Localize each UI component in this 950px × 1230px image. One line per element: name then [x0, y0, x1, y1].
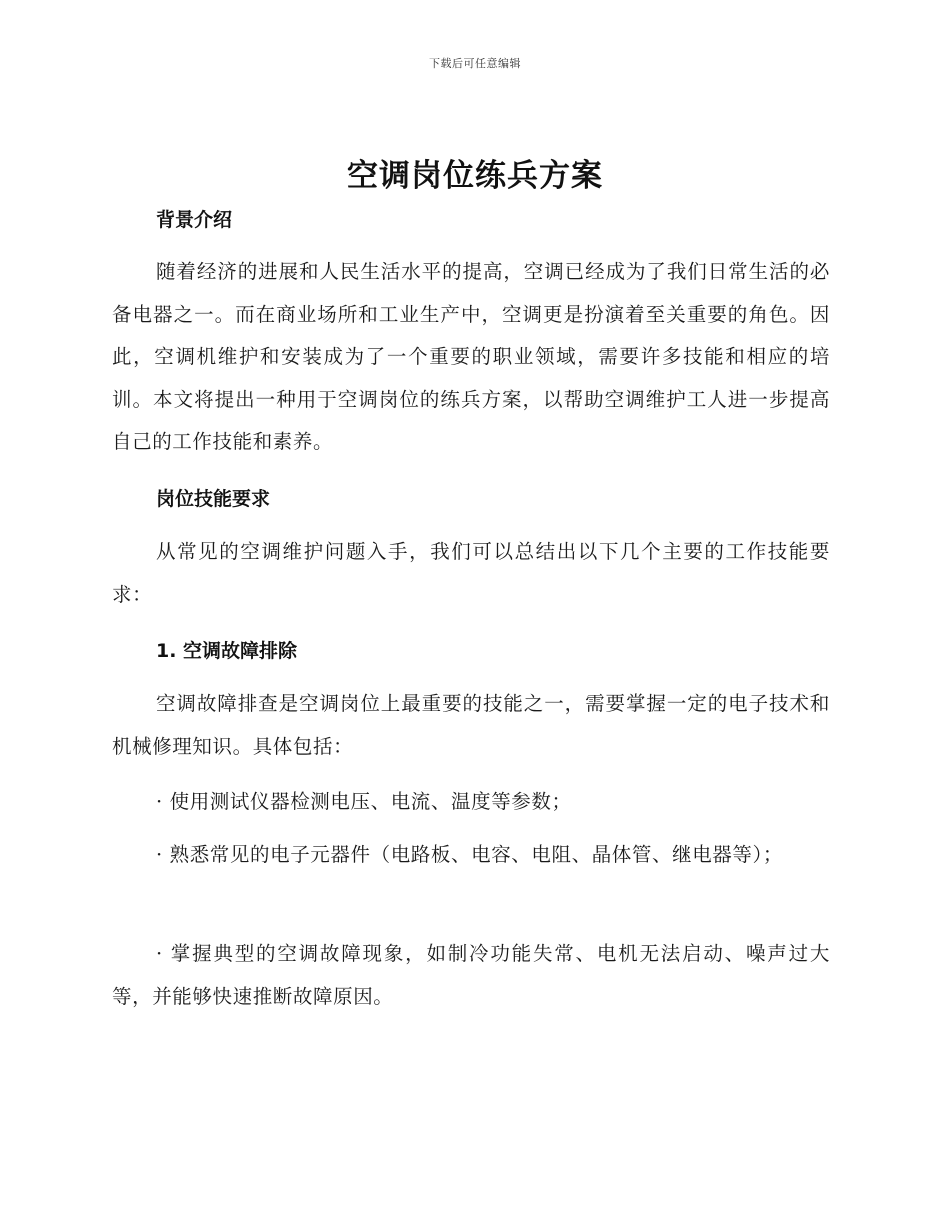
bullet-item: · 掌握典型的空调故障现象，如制冷功能失常、电机无法启动、噪声过大等，并能够快速推断故障原因。 [112, 942, 830, 1008]
troubleshooting-paragraph: 空调故障排查是空调岗位上最重要的技能之一，需要掌握一定的电子技术和机械修理知识。具体包括： [112, 692, 830, 758]
section-heading-background: 背景介绍 [156, 209, 233, 231]
sub1-paragraph-block [112, 683, 830, 768]
subsection-heading-troubleshooting: 1. 空调故障排除 [156, 640, 298, 662]
bullet-item: · 熟悉常见的电子元器件（电路板、电容、电阻、晶体管、继电器等）； [156, 843, 783, 866]
section-heading-skills: 岗位技能要求 [156, 488, 271, 510]
skills-heading-block [112, 487, 830, 511]
skills-paragraph-block [112, 531, 830, 616]
document-title: 空调岗位练兵方案 [347, 158, 603, 194]
skills-paragraph: 从常见的空调维护问题入手，我们可以总结出以下几个主要的工作技能要求： [112, 540, 830, 606]
background-paragraph: 随着经济的进展和人民生活水平的提高，空调已经成为了我们日常生活的必备电器之一。而在商业场所和工业生产中，空调更是扮演着至关重要的角色。因此，空调机维护和安装成为了一个重要的职业领域，需要许多技能和相应的培训。本文将提出一种用于空调岗位的练兵方案，以帮助空调维护工人进一步提高自己的工作技能和素养。 [112, 260, 830, 453]
background-heading-block [112, 208, 830, 232]
background-paragraph-block [112, 251, 830, 464]
sub1-heading-block [112, 639, 830, 663]
bullet-block-3 [112, 933, 830, 1018]
bullet-item: · 使用测试仪器检测电压、电流、温度等参数； [156, 790, 572, 813]
header-note: 下载后可任意编辑 [429, 57, 521, 70]
bullet-block-2 [112, 834, 830, 877]
bullet-block-1 [112, 781, 830, 824]
